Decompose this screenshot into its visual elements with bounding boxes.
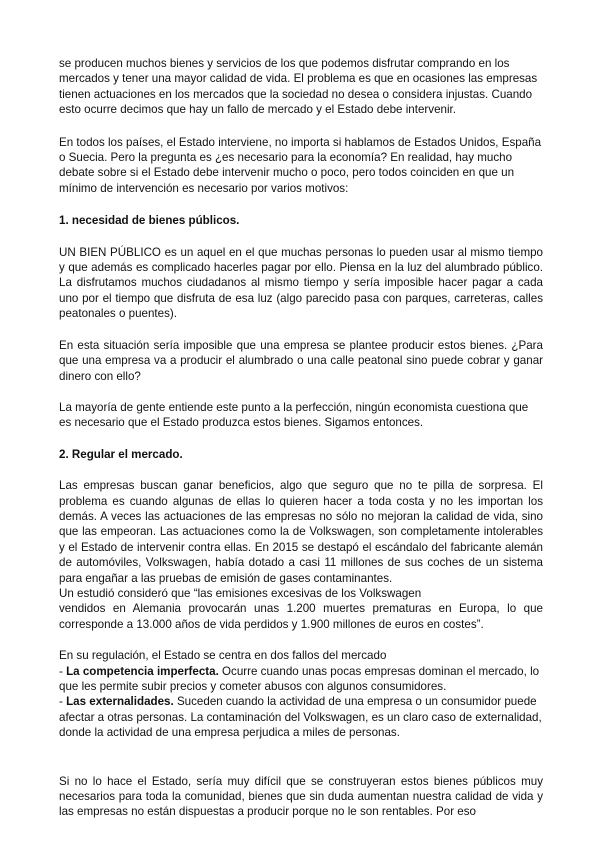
term-externalities: Las externalidades. (66, 695, 174, 709)
list-item-imperfect-competition (59, 664, 543, 695)
list-dash: - (59, 664, 67, 678)
heading-regulate-market: 2. Regular el mercado. (59, 447, 183, 461)
paragraph-market-failure: se producen muchos bienes y servicios de los que podemos disfrutar comprando en los mercados y tener una mayor calidad de vida. El problema es que en ocasiones las empresas tienen actuaciones en los mercados que la sociedad no desea o considera injustas. Cuando esto ocurre decimos que hay un fallo de mercado y el Estado debe intervenir. (59, 57, 538, 117)
paragraph-regulation-intro: En su regulación, el Estado se centra en dos fallos del mercado (59, 649, 387, 663)
paragraph-impossible-production: En esta situación sería imposible que una empresa se plantee producir estos bienes. ¿Para que una empresa va a producir el alumbrado o una calle peatonal sino puede cobrar y ganar dinero con ello? (59, 338, 543, 383)
term-imperfect-competition: La competencia imperfecta. (66, 664, 219, 678)
paragraph-conclusion: Si no lo hace el Estado, sería muy difícil que se construyeran estos bienes públicos muy necesarios para toda la comunidad, bienes que sin duda aumentan nuestra calidad de vida y las empresas no están dispuestas a producir porque no le son rentables. Por eso (59, 774, 543, 819)
paragraph-study-rest: vendidos en Alemania provocarán unas 1.200 muertes prematuras en Europa, lo que corresponde a 13.000 años de vida perdidos y 1.900 millones de euros en costes”. (59, 602, 543, 631)
paragraph-public-good-definition: UN BIEN PÚBLICO es un aquel en el que muchas personas lo pueden usar al mismo tiempo y que además es complicado hacerles pagar por ello. Piensa en la luz del alumbrado público. La disfrutamos muchos ciudadanos al mismo tiempo y sería imposible hacer pagar a cada uno por el tiempo que disfruta de esa luz (algo parecido pasa con parques, carreteras, calles peatonales o puentes). (59, 245, 543, 321)
paragraph-companies-profits: Las empresas buscan ganar beneficios, algo que seguro que no te pilla de sorpresa. El problema es cuando algunas de ellas lo quieren hacer a toda costa y no les importan los demás. A veces las actuaciones de las empresas no sólo no mejoran la calidad de vida, sino que las empeoran. Las actuaciones como la de Volkswagen, son completamente intolerables y el Estado de intervenir contra ellas. En 2015 se destapó el escándalo del fabricante alemán de automóviles, Volkswagen, había dotado a casi 11 millones de sus coches de un sistema para engañar a las pruebas de emisión de gases contaminantes. (59, 479, 543, 585)
paragraph-majority-agree: La mayoría de gente entiende este punto a la perfección, ningún economista cuestiona que es necesario que el Estado produzca estos bienes. Sigamos entonces. (59, 400, 529, 430)
list-item-externalities (59, 694, 543, 740)
document-body (59, 56, 543, 820)
paragraph-state-intervention: En todos los países, el Estado interviene, no importa si hablamos de Estados Unidos, España o Suecia. Pero la pregunta es ¿es necesario para la economía? En realidad, hay mucho debate sobre si el Estado debe intervenir mucho o poco, pero todos coinciden en que un mínimo de intervención es necesario por varios motivos: (59, 135, 542, 195)
paragraph-study-line: Un estudió consideró que “las emisiones excesivas de los Volkswagen (59, 586, 422, 600)
heading-public-goods: 1. necesidad de bienes públicos. (59, 214, 240, 228)
list-dash: - (59, 695, 67, 709)
definition-imperfect-competition: Ocurre cuando unas pocas empresas dominan el mercado, lo que les permite subir precios y cometer abusos con algunos consumidores. (59, 664, 540, 693)
definition-externalities: Suceden cuando la actividad de una empresa o un consumidor puede afectar a otras personas. La contaminación del Volkswagen, es un claro caso de externalidad, donde la actividad de una empresa perjudica a miles de personas. (59, 695, 542, 740)
